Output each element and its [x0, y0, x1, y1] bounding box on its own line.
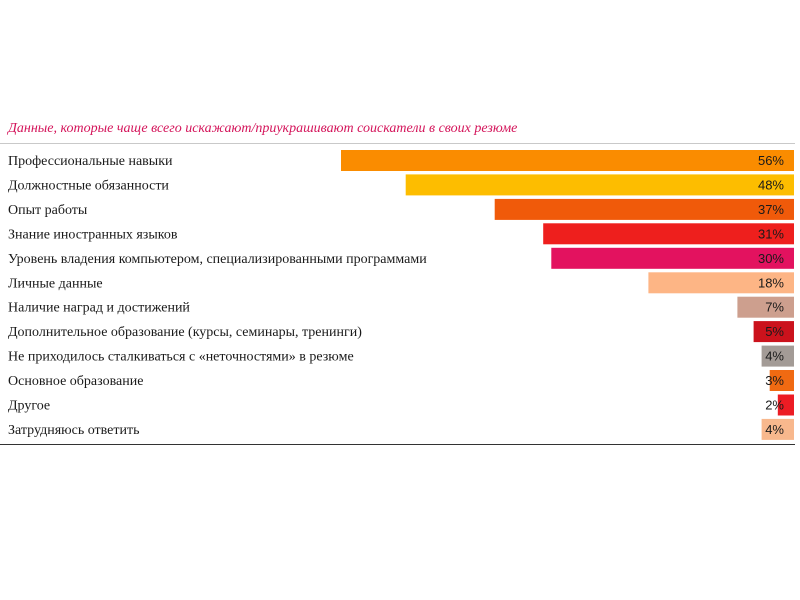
value-label: 56%	[757, 153, 784, 168]
value-label: 18%	[757, 275, 784, 291]
category-label: Личные данные	[8, 276, 103, 292]
category-label: Профессиональные навыки	[8, 154, 173, 169]
category-label: Другое	[8, 398, 51, 414]
category-label: Дополнительное образование (курсы, семинары, тренинги)	[8, 325, 362, 341]
category-label: Основное образование	[8, 374, 144, 389]
value-label: 2%	[765, 397, 784, 413]
bar	[495, 199, 794, 220]
bar	[406, 174, 794, 195]
value-label: 5%	[765, 324, 784, 340]
chart-bottom-rule	[0, 444, 795, 445]
category-label: Опыт работы	[8, 202, 88, 218]
value-label: 30%	[757, 250, 784, 266]
bar	[543, 223, 794, 244]
category-label: Знание иностранных языков	[8, 227, 178, 243]
value-label: 31%	[757, 226, 784, 242]
category-label: Должностные обязанности	[8, 178, 169, 194]
chart-title: Данные, которые чаще всего искажают/приукрашивают соискатели в своих резюме	[8, 121, 518, 136]
value-label: 48%	[757, 177, 784, 193]
value-label: 4%	[765, 421, 784, 437]
value-label: 4%	[765, 348, 784, 364]
category-label: Уровень владения компьютером, специализированными программами	[8, 251, 427, 267]
category-label: Затрудняюсь ответить	[8, 422, 140, 438]
value-label: 3%	[765, 373, 784, 388]
category-label: Наличие наград и достижений	[8, 300, 190, 316]
value-label: 37%	[757, 201, 784, 217]
value-label: 7%	[765, 299, 784, 315]
bar	[341, 150, 794, 171]
category-label: Не приходилось сталкиваться с «неточностями» в резюме	[8, 349, 354, 365]
